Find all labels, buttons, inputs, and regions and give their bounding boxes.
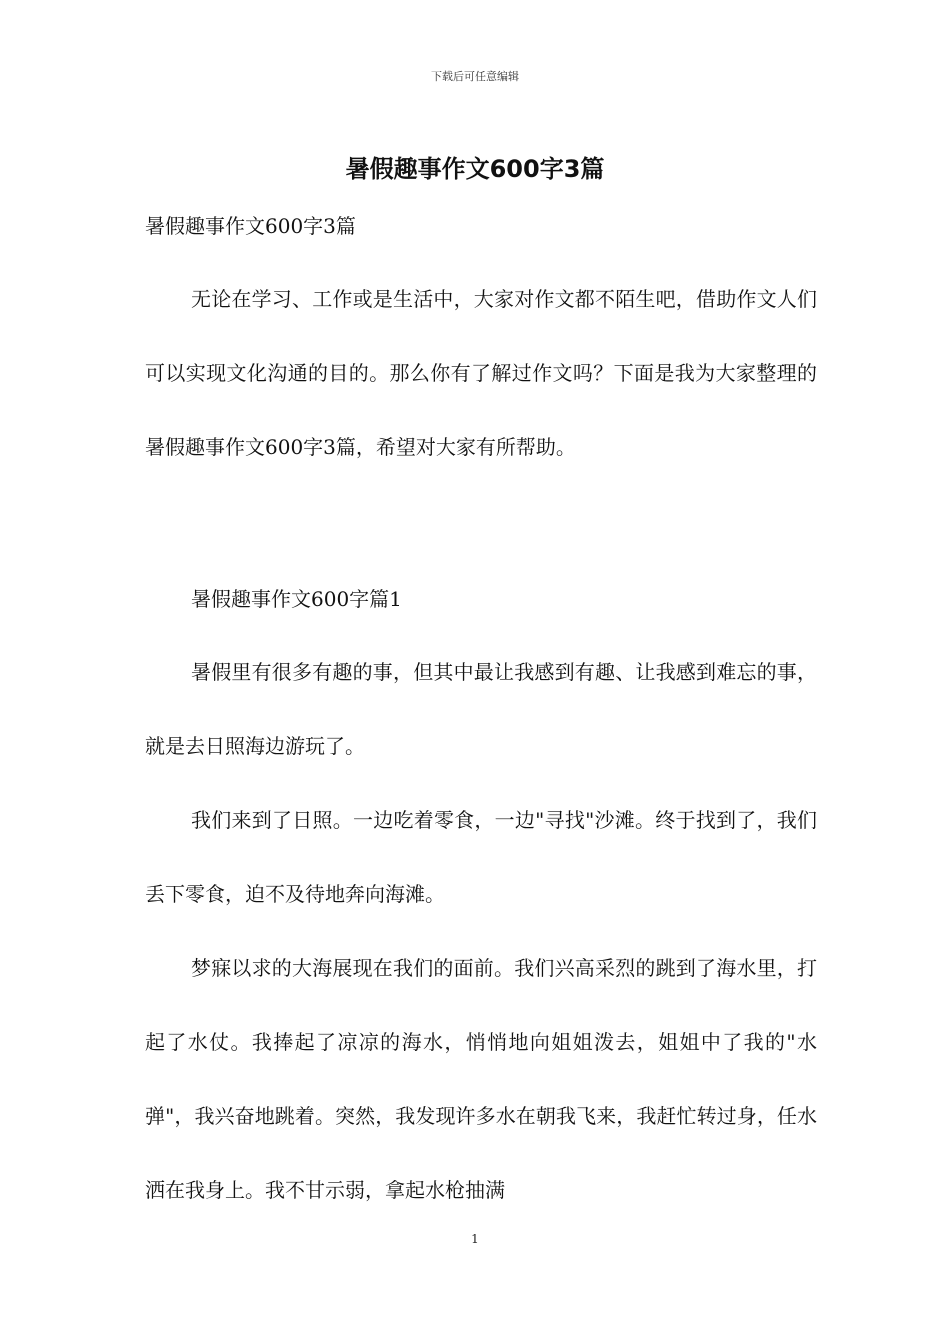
document-subtitle: 暑假趣事作文600字3篇: [145, 214, 356, 238]
intro-paragraph: 无论在学习、工作或是生活中，大家对作文都不陌生吧，借助作文人们可以实现文化沟通的目的。那么你有了解过作文吗？下面是我为大家整理的暑假趣事作文600字3篇，希望对大家有所帮助。: [145, 287, 817, 459]
page-header: 下载后可任意编辑: [431, 70, 519, 83]
section-heading: 暑假趣事作文600字篇1: [191, 587, 402, 611]
document-title: 暑假趣事作文600字3篇: [345, 155, 605, 183]
page-number: 1: [471, 1232, 479, 1246]
body-paragraph-2: 我们来到了日照。一边吃着零食，一边"寻找"沙滩。终于找到了，我们丢下零食，迫不及待地奔向海滩。: [145, 808, 817, 906]
body-paragraph-3: 梦寐以求的大海展现在我们的面前。我们兴高采烈的跳到了海水里，打起了水仗。我捧起了凉凉的海水，悄悄地向姐姐泼去，姐姐中了我的"水弹"，我兴奋地跳着。突然，我发现许多水在朝我飞来，我赶忙转过身，任水洒在我身上。我不甘示弱，拿起水枪抽满: [145, 956, 817, 1202]
body-paragraph-1: 暑假里有很多有趣的事，但其中最让我感到有趣、让我感到难忘的事，就是去日照海边游玩了。: [145, 660, 817, 758]
